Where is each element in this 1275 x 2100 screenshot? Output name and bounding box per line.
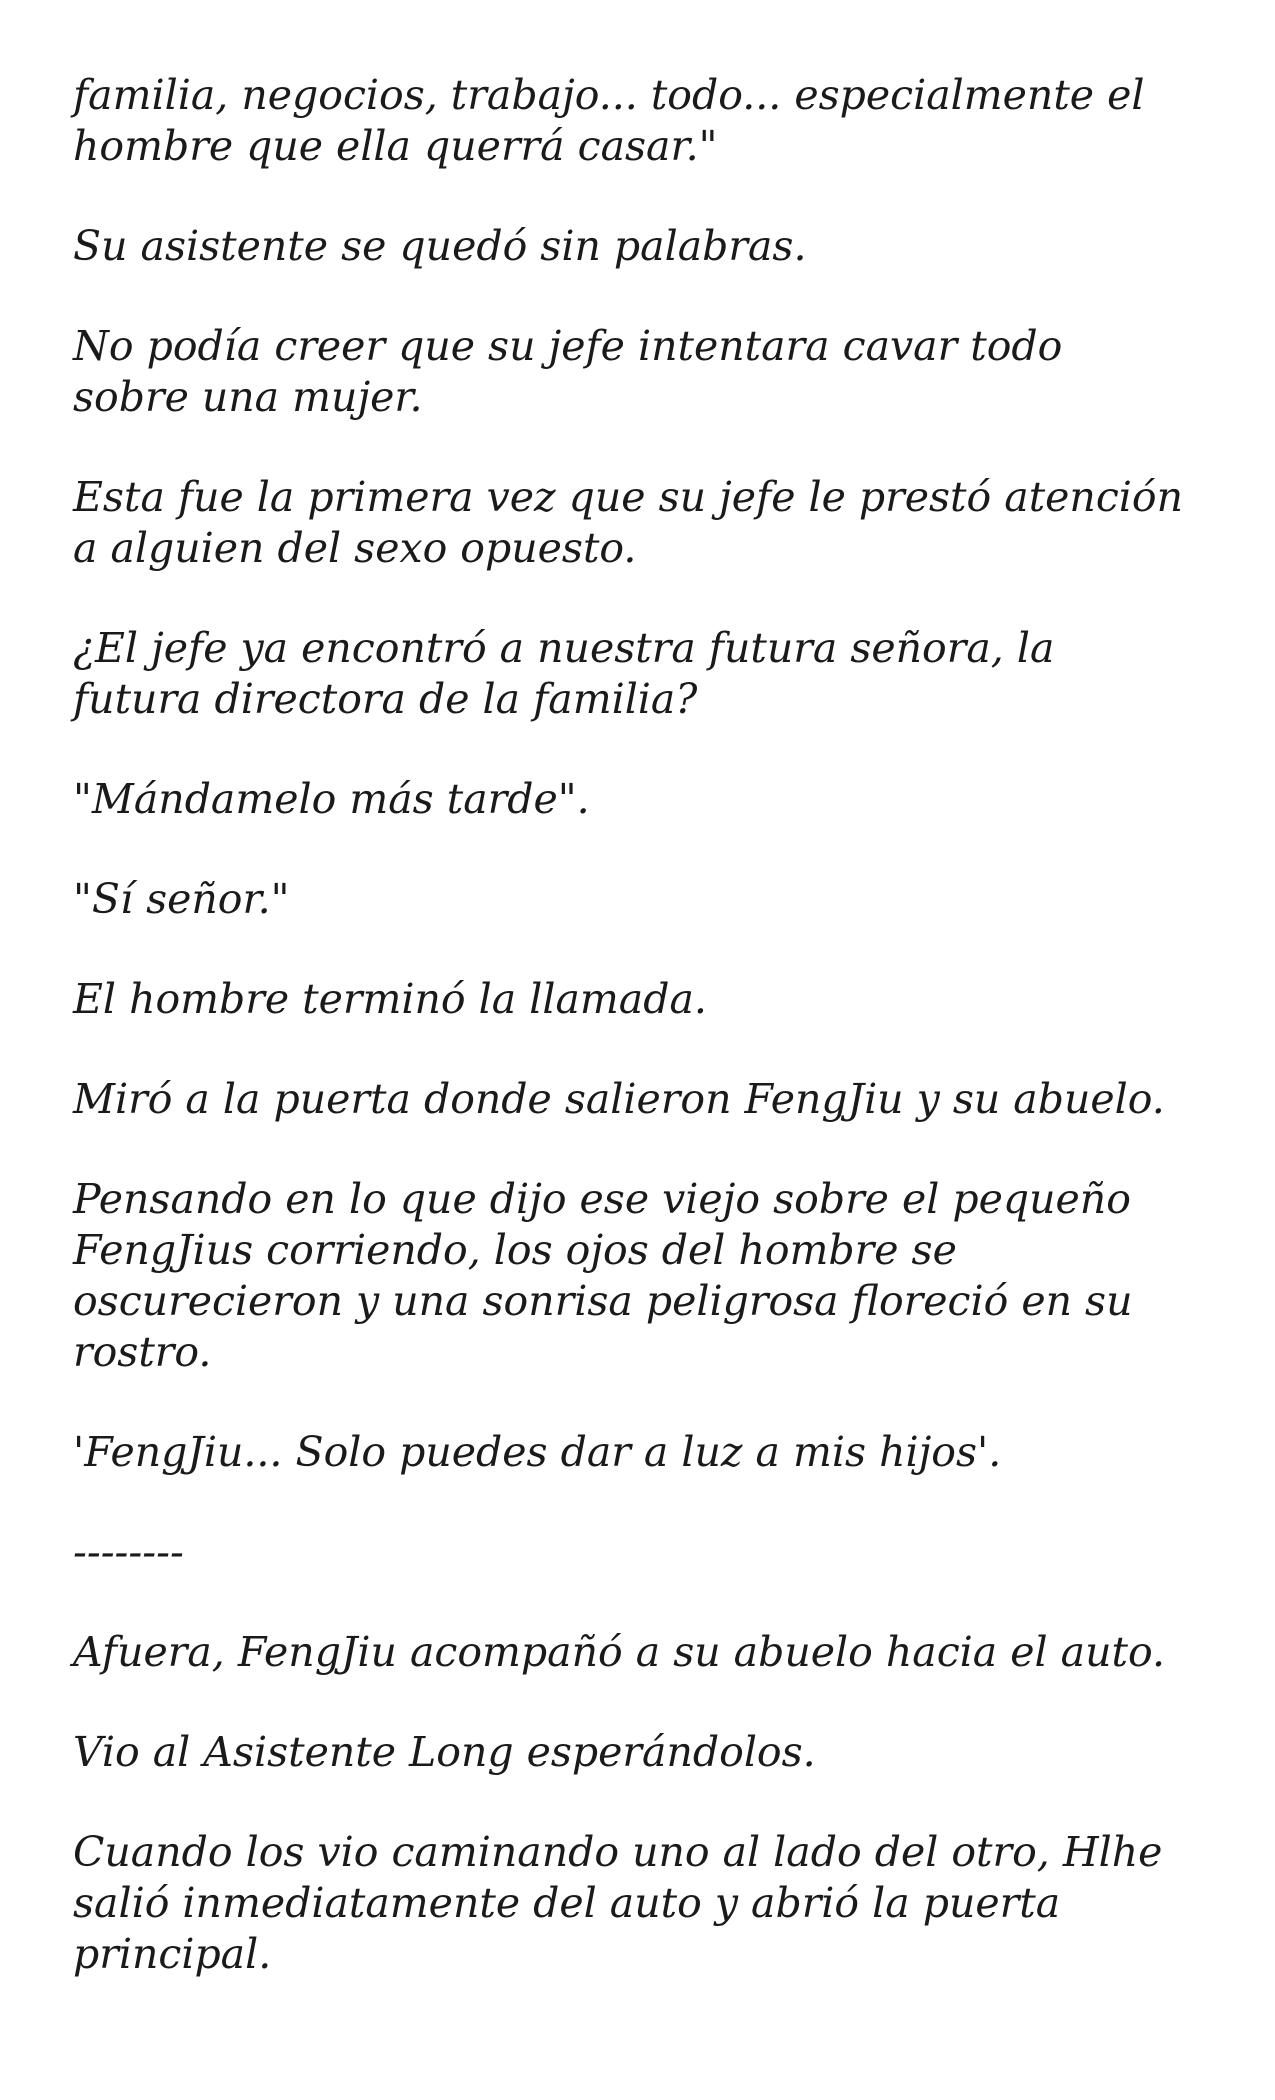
text-line: sobre una mujer. — [73, 373, 423, 421]
text-line: Pensando en lo que dijo ese viejo sobre el pequeño — [73, 1175, 1131, 1223]
paragraph — [73, 221, 1223, 272]
text-line: principal. — [73, 1930, 272, 1978]
story-text — [73, 70, 1223, 2029]
paragraph — [73, 874, 1223, 925]
text-line: Miró a la puerta donde salieron FengJiu y su abuelo. — [73, 1075, 1165, 1123]
text-line: "Sí señor." — [73, 875, 290, 923]
paragraph — [73, 321, 1223, 423]
text-line: a alguien del sexo opuesto. — [73, 524, 637, 572]
paragraph — [73, 1074, 1223, 1125]
text-line: Afuera, FengJiu acompañó a su abuelo hacia el auto. — [73, 1628, 1166, 1676]
text-line: FengJius corriendo, los ojos del hombre se — [73, 1226, 957, 1274]
text-line: Su asistente se quedó sin palabras. — [73, 222, 807, 270]
text-line: Vio al Asistente Long esperándolos. — [73, 1728, 816, 1776]
paragraph — [73, 472, 1223, 574]
text-line: salió inmediatamente del auto y abrió la puerta — [73, 1879, 1061, 1927]
paragraph — [73, 974, 1223, 1025]
text-line: Esta fue la primera vez que su jefe le prestó atención — [73, 473, 1184, 521]
paragraph — [73, 1727, 1223, 1778]
text-line: El hombre terminó la llamada. — [73, 975, 707, 1023]
text-line: -------- — [73, 1528, 184, 1576]
text-line: futura directora de la familia? — [73, 675, 698, 723]
text-line: Cuando los vio caminando uno al lado del otro, Hlhe — [73, 1828, 1163, 1876]
text-line: oscurecieron y una sonrisa peligrosa floreció en su — [73, 1277, 1133, 1325]
text-line: familia, negocios, trabajo... todo... especialmente el — [73, 71, 1145, 119]
text-line: rostro. — [73, 1328, 212, 1376]
paragraph — [73, 70, 1223, 172]
paragraph — [73, 1427, 1223, 1478]
paragraph — [73, 774, 1223, 825]
text-line: "Mándamelo más tarde". — [73, 775, 590, 823]
paragraph — [73, 623, 1223, 725]
text-line: hombre que ella querrá casar." — [73, 122, 718, 170]
paragraph — [73, 1827, 1223, 1980]
text-line: ¿El jefe ya encontró a nuestra futura señora, la — [73, 624, 1055, 672]
section-divider — [73, 1527, 1223, 1578]
text-line: No podía creer que su jefe intentara cavar todo — [73, 322, 1063, 370]
paragraph — [73, 1174, 1223, 1378]
paragraph — [73, 1627, 1223, 1678]
text-line: 'FengJiu... Solo puedes dar a luz a mis hijos'. — [73, 1428, 1002, 1476]
